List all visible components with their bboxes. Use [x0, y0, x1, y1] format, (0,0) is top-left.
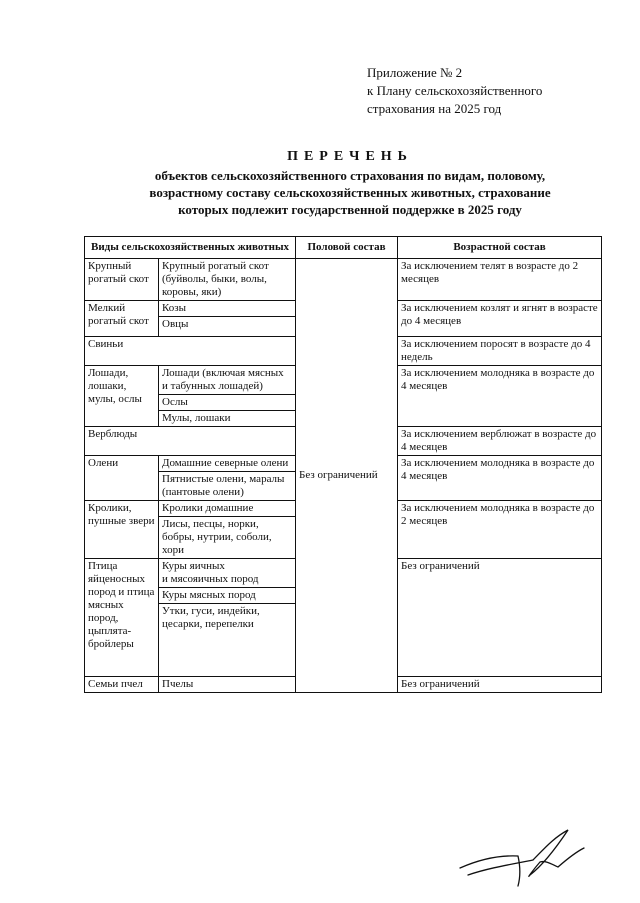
- type-cell: Куры яичных и мясояичных пород: [159, 559, 296, 588]
- group-cell: Мелкий рогатый скот: [85, 301, 159, 337]
- type-cell: Козы: [159, 301, 296, 317]
- age-cell: За исключением телят в возрасте до 2 месяцев: [398, 259, 602, 301]
- type-cell: Пчелы: [159, 677, 296, 693]
- group-cell: Птица яйценосных пород и птица мясных пород, цыплята-бройлеры: [85, 559, 159, 677]
- age-cell: За исключением молодняка в возрасте до 4 месяцев: [398, 366, 602, 427]
- header-sex: Половой состав: [296, 237, 398, 259]
- type-cell: Крупный рогатый скот (буйволы, быки, волы, коровы, яки): [159, 259, 296, 301]
- table-header-row: [85, 237, 602, 259]
- type-cell: Кролики домашние: [159, 501, 296, 517]
- type-cell: Лисы, песцы, норки, бобры, нутрии, соболи, хори: [159, 517, 296, 559]
- type-cell: Лошади (включая мясных и табунных лошадей): [159, 366, 296, 395]
- subtitle-line: возрастному составу сельскохозяйственных животных, страхование: [149, 185, 551, 200]
- group-cell: Семьи пчел: [85, 677, 159, 693]
- appendix-note: [367, 64, 542, 118]
- group-cell: Свиньи: [85, 337, 296, 366]
- type-cell: Мулы, лошаки: [159, 411, 296, 427]
- appendix-line: страхования на 2025 год: [367, 101, 502, 116]
- group-cell: Лошади, лошаки, мулы, ослы: [85, 366, 159, 427]
- table-row: [85, 259, 602, 301]
- signature-scribble: [458, 820, 588, 890]
- animals-table: [84, 236, 602, 693]
- type-cell: Домашние северные олени: [159, 456, 296, 472]
- age-cell: За исключением поросят в возрасте до 4 недель: [398, 337, 602, 366]
- sex-cell: Без ограничений: [296, 259, 398, 693]
- document-subtitle: [80, 167, 620, 218]
- age-cell: Без ограничений: [398, 559, 602, 677]
- header-species: Виды сельскохозяйственных животных: [85, 237, 296, 259]
- subtitle-line: объектов сельскохозяйственного страхования по видам, половому,: [154, 168, 546, 183]
- subtitle-line: которых подлежит государственной поддержке в 2025 году: [178, 202, 522, 217]
- header-age: Возрастной состав: [398, 237, 602, 259]
- type-cell: Утки, гуси, индейки, цесарки, перепелки: [159, 604, 296, 677]
- group-cell: Крупный рогатый скот: [85, 259, 159, 301]
- document-title: ПЕРЕЧЕНЬ: [287, 149, 413, 164]
- age-cell: За исключением молодняка в возрасте до 4 месяцев: [398, 456, 602, 501]
- group-cell: Верблюды: [85, 427, 296, 456]
- age-cell: За исключением верблюжат в возрасте до 4 месяцев: [398, 427, 602, 456]
- age-cell: За исключением козлят и ягнят в возрасте до 4 месяцев: [398, 301, 602, 337]
- appendix-line: Приложение № 2: [367, 65, 463, 80]
- group-cell: Олени: [85, 456, 159, 501]
- age-cell: Без ограничений: [398, 677, 602, 693]
- type-cell: Ослы: [159, 395, 296, 411]
- appendix-line: к Плану сельскохозяйственного: [367, 83, 543, 98]
- type-cell: Куры мясных пород: [159, 588, 296, 604]
- group-cell: Кролики, пушные звери: [85, 501, 159, 559]
- type-cell: Овцы: [159, 317, 296, 337]
- age-cell: За исключением молодняка в возрасте до 2 месяцев: [398, 501, 602, 559]
- type-cell: Пятнистые олени, маралы (пантовые олени): [159, 472, 296, 501]
